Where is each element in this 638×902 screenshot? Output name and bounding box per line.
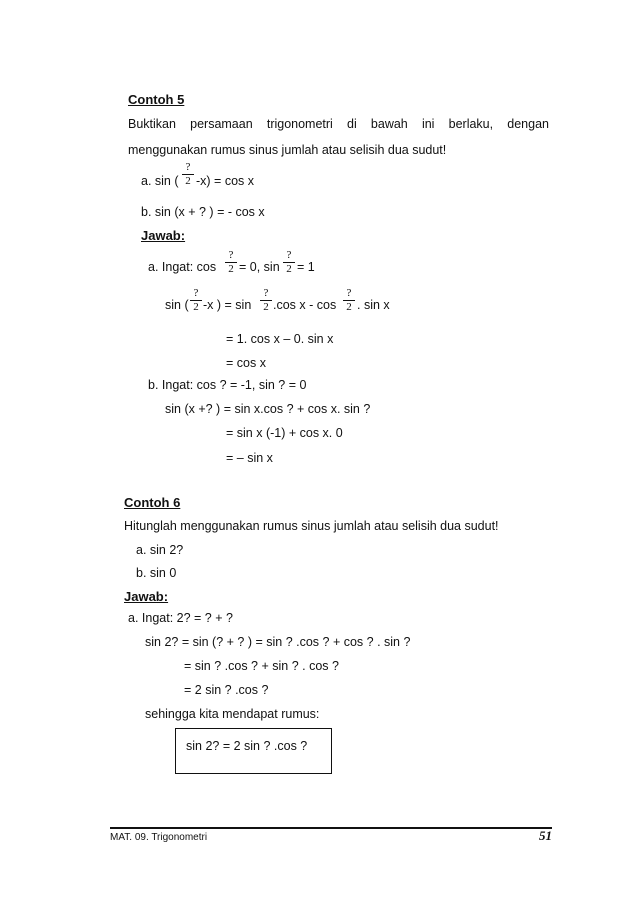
contoh5-sol-b-line2: sin (x +? ) = sin x.cos ? + cos x. sin ? xyxy=(165,402,371,416)
contoh5-item-a-fraction: ? 2 xyxy=(182,162,194,187)
contoh5-sol-a-line1-frac1: ? 2 xyxy=(225,250,237,275)
contoh5-sol-a-line1-end: = 1 xyxy=(297,260,315,274)
contoh5-sol-a-line4: = cos x xyxy=(226,356,266,370)
contoh5-item-a-prefix: a. sin ( xyxy=(141,174,179,188)
contoh5-intro-line1: Buktikan persamaan trigonometri di bawah ini berlaku, dengan xyxy=(128,117,549,131)
contoh6-sol-line2: sin 2? = sin (? + ? ) = sin ? .cos ? + cos ? . sin ? xyxy=(145,635,411,649)
contoh6-title: Contoh 6 xyxy=(124,495,181,510)
contoh5-sol-a-line2-frac1: ? 2 xyxy=(190,288,202,313)
contoh5-sol-a-line1-mid: = 0, sin xyxy=(239,260,280,274)
formula-text: sin 2? = 2 sin ? .cos ? xyxy=(186,739,308,753)
contoh5-sol-b-line1: b. Ingat: cos ? = -1, sin ? = 0 xyxy=(148,378,307,392)
page-number: 51 xyxy=(539,828,552,843)
contoh5-sol-a-line1-frac2: ? 2 xyxy=(283,250,295,275)
footer-rule xyxy=(110,827,552,829)
contoh5-sol-a-line2-frac2: ? 2 xyxy=(260,288,272,313)
contoh5-sol-a-line2-mid1: -x ) = sin xyxy=(203,298,252,312)
contoh5-sol-b-line3: = sin x (-1) + cos x. 0 xyxy=(226,426,343,440)
contoh6-sol-line4: = 2 sin ? .cos ? xyxy=(184,683,269,697)
contoh6-sol-line5: sehingga kita mendapat rumus: xyxy=(145,707,320,721)
footer-module-label: MAT. 09. Trigonometri xyxy=(110,832,208,843)
contoh5-title: Contoh 5 xyxy=(128,92,185,107)
contoh6-item-b: b. sin 0 xyxy=(136,566,177,580)
contoh5-sol-a-line2-frac3: ? 2 xyxy=(343,288,355,313)
contoh5-sol-a-line3: = 1. cos x – 0. sin x xyxy=(226,332,334,346)
contoh5-sol-a-line2-end: . sin x xyxy=(357,298,390,312)
contoh5-intro-line2: menggunakan rumus sinus jumlah atau selisih dua sudut! xyxy=(128,143,447,157)
contoh5-jawab: Jawab: xyxy=(141,228,186,243)
contoh5-item-a-suffix: -x) = cos x xyxy=(196,174,254,188)
contoh5-sol-b-line4: = – sin x xyxy=(226,451,273,465)
contoh6-sol-line3: = sin ? .cos ? + sin ? . cos ? xyxy=(184,659,339,673)
contoh5-item-b: b. sin (x + ? ) = - cos x xyxy=(141,205,265,219)
contoh5-sol-a-line2-prefix: sin ( xyxy=(165,298,189,312)
contoh6-intro: Hitunglah menggunakan rumus sinus jumlah atau selisih dua sudut! xyxy=(124,519,499,533)
contoh5-sol-a-line2-mid2: .cos x - cos xyxy=(273,298,337,312)
contoh6-jawab: Jawab: xyxy=(124,589,169,604)
contoh6-item-a: a. sin 2? xyxy=(136,543,184,557)
contoh6-sol-line1: a. Ingat: 2? = ? + ? xyxy=(128,611,233,625)
contoh5-sol-a-line1-prefix: a. Ingat: cos xyxy=(148,260,217,274)
